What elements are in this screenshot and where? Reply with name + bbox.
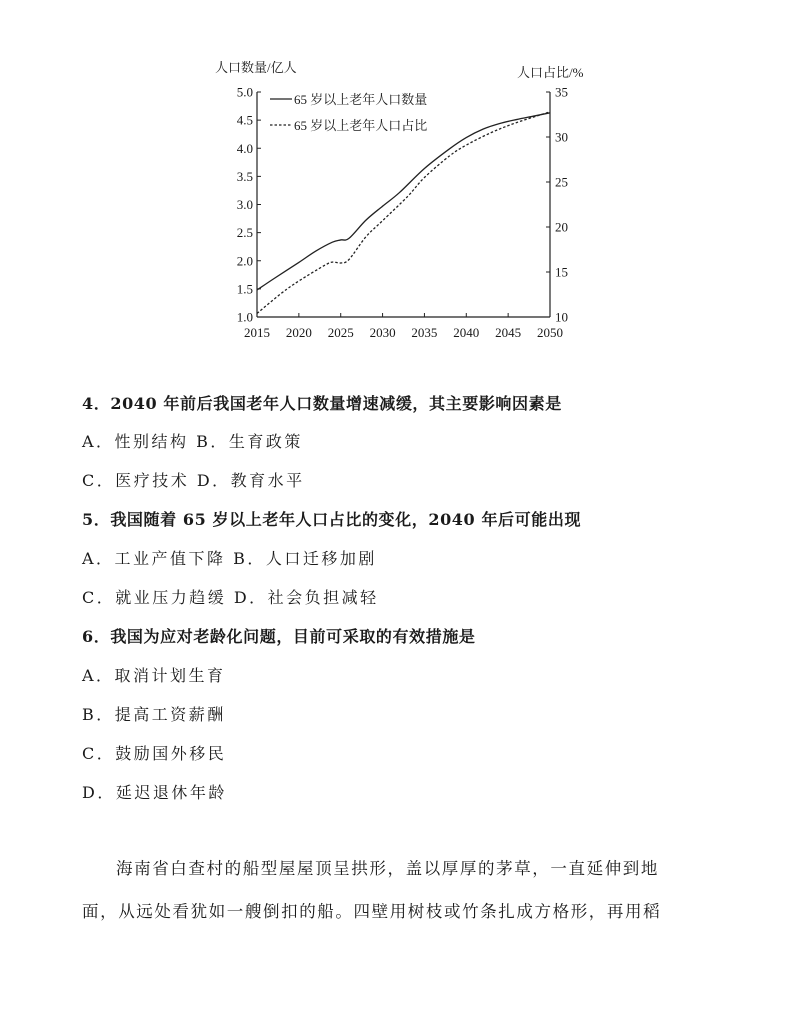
question-6-option-c: C．鼓励国外移民 bbox=[82, 744, 227, 763]
x-tick-label: 2020 bbox=[285, 325, 312, 340]
question-4-options-ab: A．性别结构 B．生育政策 bbox=[82, 432, 303, 451]
question-4-options-cd: C．医疗技术 D．教育水平 bbox=[82, 471, 305, 490]
y-right-tick-label: 30 bbox=[555, 129, 568, 145]
y-right-tick-label: 15 bbox=[555, 264, 568, 280]
y-left-tick-label: 1.5 bbox=[236, 281, 253, 297]
y-right-tick-label: 10 bbox=[555, 309, 568, 325]
y-left-tick-label: 4.0 bbox=[236, 140, 253, 156]
passage-line-2: 面，从远处看犹如一艘倒扣的船。四壁用树枝或竹条扎成方格形，再用稻 bbox=[82, 902, 662, 921]
y-left-tick-label: 3.0 bbox=[236, 197, 253, 212]
x-tick-label: 2015 bbox=[244, 325, 270, 340]
question-6-option-b: B．提高工资薪酬 bbox=[82, 705, 226, 724]
chart-legend bbox=[270, 92, 427, 133]
population-chart bbox=[200, 55, 600, 350]
x-tick-label: 2040 bbox=[453, 325, 480, 340]
y-left-tick-label: 1.0 bbox=[236, 309, 253, 325]
x-tick-label: 2030 bbox=[369, 325, 396, 340]
y-left-tick-label: 2.5 bbox=[236, 225, 253, 241]
x-tick-label: 2025 bbox=[327, 325, 354, 340]
question-6-option-a: A．取消计划生育 bbox=[82, 666, 226, 685]
question-5-stem: 5．我国随着 65 岁以上老年人口占比的变化，2040 年后可能出现 bbox=[82, 510, 582, 529]
y-left-tick-label: 3.5 bbox=[236, 168, 253, 184]
chart-series bbox=[257, 112, 550, 314]
question-6-stem: 6．我国为应对老龄化问题，目前可采取的有效措施是 bbox=[82, 627, 476, 646]
y-left-axis-label: 人口数量/亿人 bbox=[215, 60, 297, 75]
y-left-tick-label: 4.5 bbox=[236, 112, 253, 128]
legend-label: 65 岁以上老年人口数量 bbox=[294, 92, 428, 107]
y-left-tick-label: 5.0 bbox=[236, 84, 253, 100]
x-tick-label: 2045 bbox=[495, 325, 522, 340]
y-right-axis-label: 人口占比/% bbox=[517, 65, 584, 80]
question-5-options-ab: A．工业产值下降 B．人口迁移加剧 bbox=[82, 549, 377, 568]
question-5-options-cd: C．就业压力趋缓 D．社会负担减轻 bbox=[82, 588, 379, 607]
legend-label: 65 岁以上老年人口占比 bbox=[294, 118, 428, 133]
y-right-tick-label: 20 bbox=[555, 219, 568, 235]
question-6-option-d: D．延迟退休年龄 bbox=[82, 783, 227, 802]
x-tick-label: 2035 bbox=[411, 325, 438, 340]
x-tick-label: 2050 bbox=[537, 325, 563, 340]
y-right-tick-label: 35 bbox=[555, 84, 568, 100]
series-line-population-share bbox=[257, 112, 550, 314]
y-left-tick-label: 2.0 bbox=[236, 253, 253, 269]
question-4-stem: 4．2040 年前后我国老年人口数量增速减缓，其主要影响因素是 bbox=[82, 394, 562, 413]
passage-line-1: 海南省白查村的船型屋屋顶呈拱形，盖以厚厚的茅草，一直延伸到地 bbox=[116, 859, 659, 878]
y-right-tick-label: 25 bbox=[555, 174, 568, 190]
